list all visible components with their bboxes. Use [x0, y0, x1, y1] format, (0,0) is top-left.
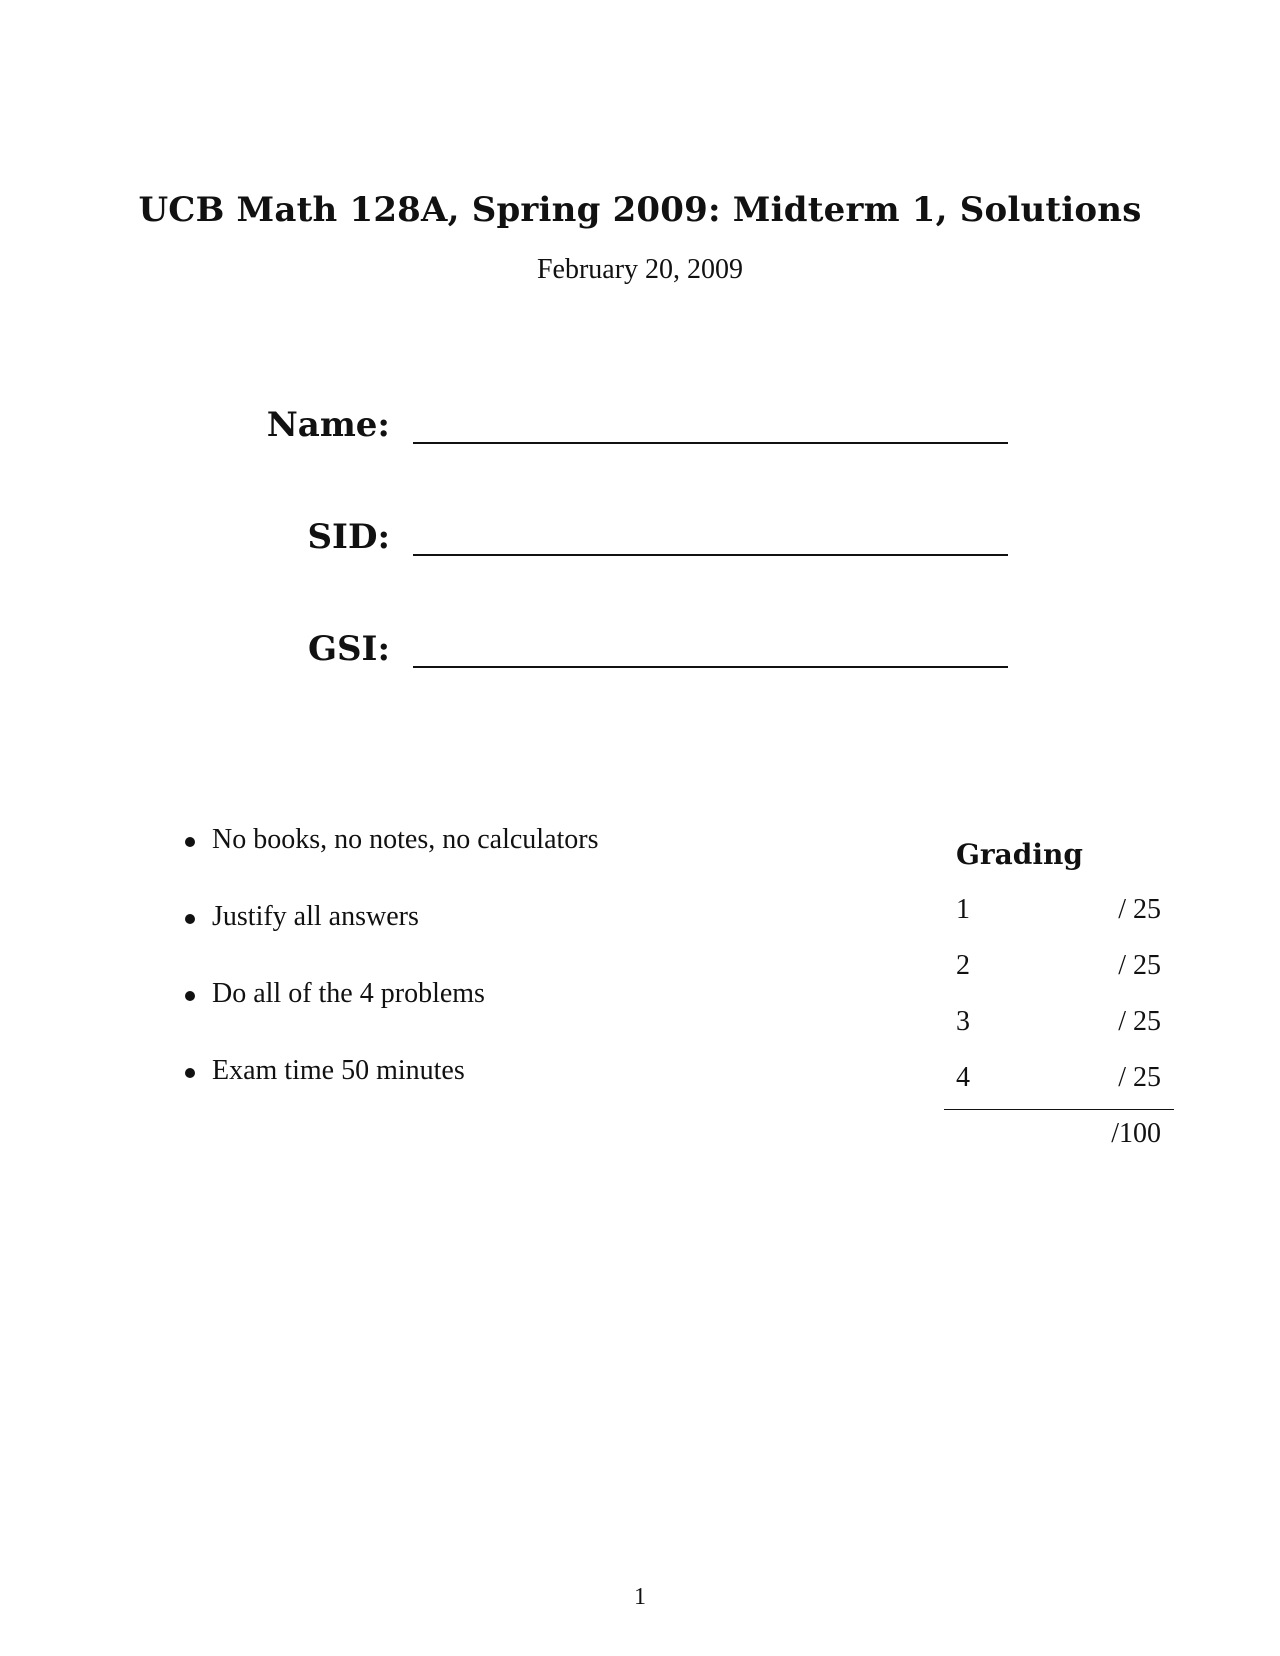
sid-field-row	[0, 517, 1280, 577]
grading-title: Grading	[956, 838, 1083, 871]
name-label: Name:	[266, 405, 390, 445]
problem-number: 4	[956, 1062, 970, 1093]
problem-max-score: / 25	[1118, 1006, 1161, 1037]
problem-max-score: / 25	[1118, 1062, 1161, 1093]
instruction-text: No books, no notes, no calculators	[212, 824, 599, 855]
page-number: 1	[634, 1584, 646, 1610]
list-item	[185, 824, 599, 901]
total-score: /100	[1111, 1118, 1161, 1149]
bullet-icon	[185, 914, 195, 924]
page-title: UCB Math 128A, Spring 2009: Midterm 1, Solutions	[138, 190, 1142, 230]
instruction-text: Do all of the 4 problems	[212, 978, 485, 1009]
total-divider	[944, 1109, 1174, 1110]
list-item	[185, 901, 599, 978]
table-row	[944, 1062, 1174, 1102]
gsi-field[interactable]	[413, 666, 1008, 668]
table-row	[944, 894, 1174, 934]
gsi-field-row	[0, 629, 1280, 689]
problem-max-score: / 25	[1118, 894, 1161, 925]
list-item	[185, 978, 599, 1055]
bullet-icon	[185, 991, 195, 1001]
name-field-row	[0, 405, 1280, 465]
bullet-icon	[185, 837, 195, 847]
sid-field[interactable]	[413, 554, 1008, 556]
instructions-list	[185, 824, 599, 1132]
problem-number: 1	[956, 894, 970, 925]
problem-number: 3	[956, 1006, 970, 1037]
list-item	[185, 1055, 599, 1132]
table-row	[944, 950, 1174, 990]
problem-max-score: / 25	[1118, 950, 1161, 981]
sid-label: SID:	[307, 517, 390, 557]
instruction-text: Justify all answers	[212, 901, 419, 932]
instruction-text: Exam time 50 minutes	[212, 1055, 465, 1086]
exam-date: February 20, 2009	[536, 254, 744, 285]
name-field[interactable]	[413, 442, 1008, 444]
bullet-icon	[185, 1068, 195, 1078]
problem-number: 2	[956, 950, 970, 981]
gsi-label: GSI:	[307, 629, 390, 669]
table-row	[944, 1006, 1174, 1046]
